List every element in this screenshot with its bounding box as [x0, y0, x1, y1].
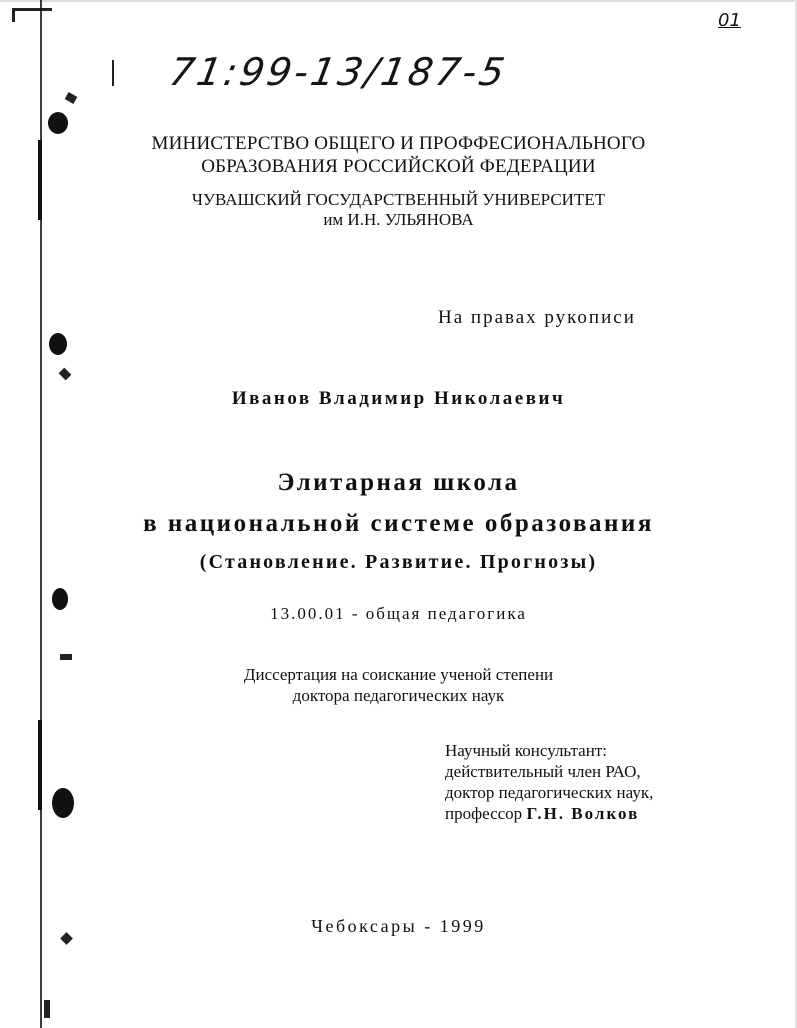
handwritten-catalog-code: 71:99-13/187-5 [166, 50, 511, 94]
consultant-line-1: Научный консультант: [445, 741, 607, 760]
scan-speck [60, 654, 72, 660]
scan-corner-mark [12, 8, 52, 11]
title-subtitle: (Становление. Развитие. Прогнозы) [199, 551, 598, 573]
scan-speck [65, 92, 78, 104]
consultant-name: Г.Н. Волков [526, 804, 640, 823]
handwritten-sheet-mark: 01 [718, 10, 741, 31]
scan-speck [59, 368, 72, 381]
consultant-title: профессор [445, 804, 523, 823]
manuscript-note: На правах рукописи [438, 307, 636, 328]
scan-top-edge [0, 0, 797, 2]
ministry-header [0, 132, 797, 178]
consultant-line-3: доктор педагогических наук, [445, 783, 654, 802]
scan-speck [44, 1000, 50, 1018]
title-line-1: Элитарная школа [277, 469, 520, 496]
scan-speck [112, 60, 114, 86]
university-line-1: ЧУВАШСКИЙ ГОСУДАРСТВЕННЫЙ УНИВЕРСИТЕТ [191, 190, 606, 209]
author-name: Иванов Владимир Николаевич [231, 388, 566, 409]
consultant-line-2: действительный член РАО, [445, 762, 641, 781]
dissertation-line-1: Диссертация на соискание ученой степени [243, 665, 554, 684]
punch-hole [49, 333, 67, 355]
ministry-line-1: МИНИСТЕРСТВО ОБЩЕГО И ПРОФФЕСИОНАЛЬНОГО [151, 133, 646, 154]
consultant-line-4 [445, 803, 653, 824]
binding-edge-shadow [38, 720, 42, 810]
ministry-line-2: ОБРАЗОВАНИЯ РОССИЙСКОЙ ФЕДЕРАЦИИ [201, 156, 596, 177]
punch-hole [52, 788, 74, 818]
city-year: Чебоксары - 1999 [311, 916, 486, 936]
punch-hole [48, 112, 68, 134]
specialty-code: 13.00.01 - общая педагогика [270, 604, 527, 623]
university-line-2: им И.Н. УЛЬЯНОВА [323, 210, 474, 229]
university-header [0, 190, 797, 230]
title-line-2: в национальной системе образования [143, 510, 654, 537]
scientific-consultant [445, 740, 653, 824]
dissertation-statement [0, 664, 797, 706]
dissertation-line-2: доктора педагогических наук [292, 686, 505, 705]
scan-corner-mark-vertical [12, 8, 15, 22]
